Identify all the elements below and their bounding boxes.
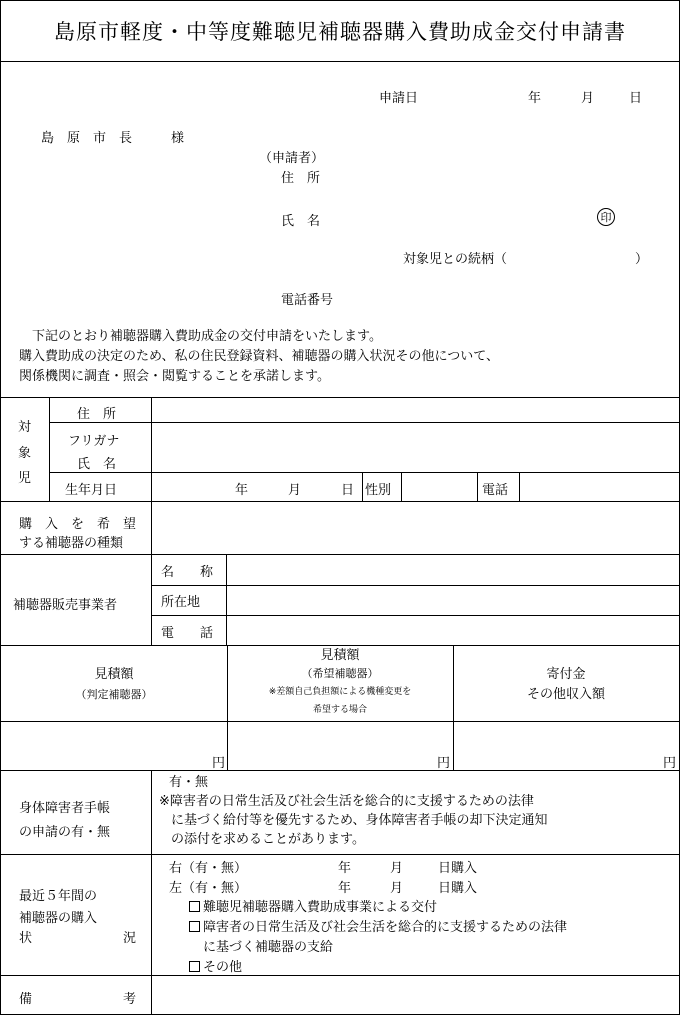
divider bbox=[151, 397, 152, 501]
date-year-label: 年 bbox=[528, 91, 542, 106]
addressee: 島 原 市 長 様 bbox=[41, 131, 185, 146]
statement-line: 下記のとおり補聴器購入費助成金の交付申請をいたします。 bbox=[19, 329, 382, 344]
divider bbox=[151, 554, 152, 645]
child-furigana-label: フリガナ bbox=[68, 434, 120, 449]
handbook-label: の申請の有・無 bbox=[19, 825, 111, 840]
handbook-yes-no: 有・無 bbox=[169, 775, 209, 790]
purchase-day-label: 日購入 bbox=[438, 881, 478, 896]
yen-unit: 円 bbox=[437, 756, 451, 771]
date-day-label: 日 bbox=[629, 91, 643, 106]
handbook-details bbox=[159, 773, 547, 849]
birth-month-label: 月 bbox=[288, 483, 302, 498]
statement-line: 購入費助成の決定のため、私の住民登録資料、補聴器の購入状況その他について、 bbox=[19, 349, 499, 364]
divider bbox=[1, 854, 679, 855]
purchase-month-label: 月 bbox=[390, 861, 404, 876]
divider bbox=[151, 585, 679, 586]
purchase-history-label: 状 bbox=[19, 931, 33, 946]
child-address-label: 住 所 bbox=[77, 407, 117, 422]
hearing-aid-type-label: する補聴器の種類 bbox=[19, 536, 124, 551]
divider bbox=[1, 645, 679, 646]
purchase-history-label: 補聴器の購入 bbox=[19, 911, 98, 926]
option-label: その他 bbox=[203, 960, 243, 975]
yen-unit: 円 bbox=[663, 756, 677, 771]
child-name-label: 氏 名 bbox=[77, 457, 117, 472]
divider bbox=[477, 472, 478, 501]
divider bbox=[151, 770, 152, 854]
divider bbox=[1, 61, 679, 62]
divider bbox=[1, 501, 679, 502]
remarks-label: 備 bbox=[19, 992, 33, 1007]
estimate-judged-title: 見積額 bbox=[94, 667, 134, 682]
child-phone-label: 電話 bbox=[482, 483, 509, 498]
divider bbox=[1, 554, 679, 555]
estimate-desired-note: 希望する場合 bbox=[312, 705, 367, 715]
relation-close: ） bbox=[635, 252, 649, 267]
estimate-desired-header bbox=[227, 647, 453, 719]
handbook-note: ※障害者の日常生活及び社会生活を総合的に支援するための法律 bbox=[159, 794, 534, 809]
divider bbox=[362, 472, 363, 501]
checkbox[interactable] bbox=[189, 921, 200, 932]
divider bbox=[49, 472, 679, 473]
divider bbox=[151, 615, 679, 616]
purchase-history-label: 最近５年間の bbox=[19, 889, 98, 904]
divider bbox=[1, 397, 679, 398]
child-section-label-char: 象 bbox=[18, 446, 32, 461]
purchase-history-label: 況 bbox=[123, 931, 137, 946]
applicant-name-label: 氏 名 bbox=[281, 214, 321, 229]
divider bbox=[519, 472, 520, 501]
child-section-label-char: 児 bbox=[18, 471, 32, 486]
birth-year-label: 年 bbox=[235, 483, 249, 498]
birth-day-label: 日 bbox=[341, 483, 355, 498]
purchase-day-label: 日購入 bbox=[438, 861, 478, 876]
checkbox[interactable] bbox=[189, 961, 200, 972]
relation-label: 対象児との続柄（ bbox=[403, 252, 508, 267]
estimate-judged-header bbox=[1, 665, 227, 705]
option-label: 難聴児補聴器購入費助成事業による交付 bbox=[203, 900, 438, 915]
child-sex-label: 性別 bbox=[365, 483, 392, 498]
statement-line: 関係機関に調査・照会・閲覧することを承諾します。 bbox=[19, 369, 330, 384]
estimate-desired-subtitle: （希望補聴器） bbox=[301, 667, 379, 680]
seller-label: 補聴器販売事業者 bbox=[13, 598, 118, 613]
checkbox[interactable] bbox=[189, 901, 200, 912]
handbook-label: 身体障害者手帳 bbox=[19, 801, 111, 816]
child-section-label-char: 対 bbox=[18, 420, 32, 435]
applicant-address-label: 住 所 bbox=[281, 171, 321, 186]
estimate-desired-title: 見積額 bbox=[320, 648, 360, 663]
divider bbox=[1, 721, 679, 722]
divider bbox=[151, 975, 152, 1014]
seller-name-label: 名 称 bbox=[161, 565, 214, 580]
form-title: 島原市軽度・中等度難聴児補聴器購入費助成金交付申請書 bbox=[54, 20, 626, 44]
applicant-phone-label: 電話番号 bbox=[281, 293, 334, 308]
estimate-desired-note: ※差額自己負担額による機種変更を bbox=[268, 687, 412, 697]
seal-mark: 印 bbox=[597, 208, 615, 226]
option-welfare-law[interactable] bbox=[189, 916, 567, 935]
date-month-label: 月 bbox=[581, 91, 595, 106]
divider bbox=[49, 422, 679, 423]
remarks-label: 考 bbox=[123, 992, 137, 1007]
purchase-year-label: 年 bbox=[338, 881, 352, 896]
seller-phone-label: 電 話 bbox=[161, 626, 214, 641]
left-ear-purchase: 左（有・無） bbox=[169, 881, 248, 896]
divider bbox=[1, 975, 679, 976]
right-ear-purchase: 右（有・無） bbox=[169, 861, 248, 876]
estimate-judged-subtitle: （判定補聴器） bbox=[75, 688, 153, 701]
divider bbox=[151, 501, 152, 554]
seller-location-label: 所在地 bbox=[161, 595, 201, 610]
handbook-note: の添付を求めることがあります。 bbox=[171, 832, 365, 847]
purchase-year-label: 年 bbox=[338, 861, 352, 876]
option-other[interactable] bbox=[189, 956, 242, 975]
option-label: 障害者の日常生活及び社会生活を総合的に支援するための法律 bbox=[203, 920, 568, 935]
handbook-note: に基づく給付等を優先するため、身体障害者手帳の却下決定通知 bbox=[171, 813, 548, 828]
application-date-label: 申請日 bbox=[379, 91, 419, 106]
divider bbox=[401, 472, 402, 501]
hearing-aid-type-label: 購 入 を 希 望 bbox=[19, 517, 137, 532]
applicant-label: （申請者） bbox=[259, 151, 325, 166]
option-subsidy[interactable] bbox=[189, 896, 437, 915]
option-label: に基づく補聴器の支給 bbox=[203, 940, 334, 955]
divider bbox=[453, 645, 454, 770]
divider bbox=[49, 397, 50, 501]
yen-unit: 円 bbox=[212, 756, 226, 771]
divider bbox=[151, 854, 152, 975]
donation-title: 寄付金 bbox=[546, 667, 586, 682]
child-birthdate-label: 生年月日 bbox=[65, 483, 118, 498]
other-income-title: その他収入額 bbox=[526, 687, 605, 702]
donation-header bbox=[453, 665, 679, 705]
divider bbox=[226, 554, 227, 645]
divider bbox=[1, 770, 679, 771]
consent-statement bbox=[19, 327, 499, 387]
purchase-month-label: 月 bbox=[390, 881, 404, 896]
